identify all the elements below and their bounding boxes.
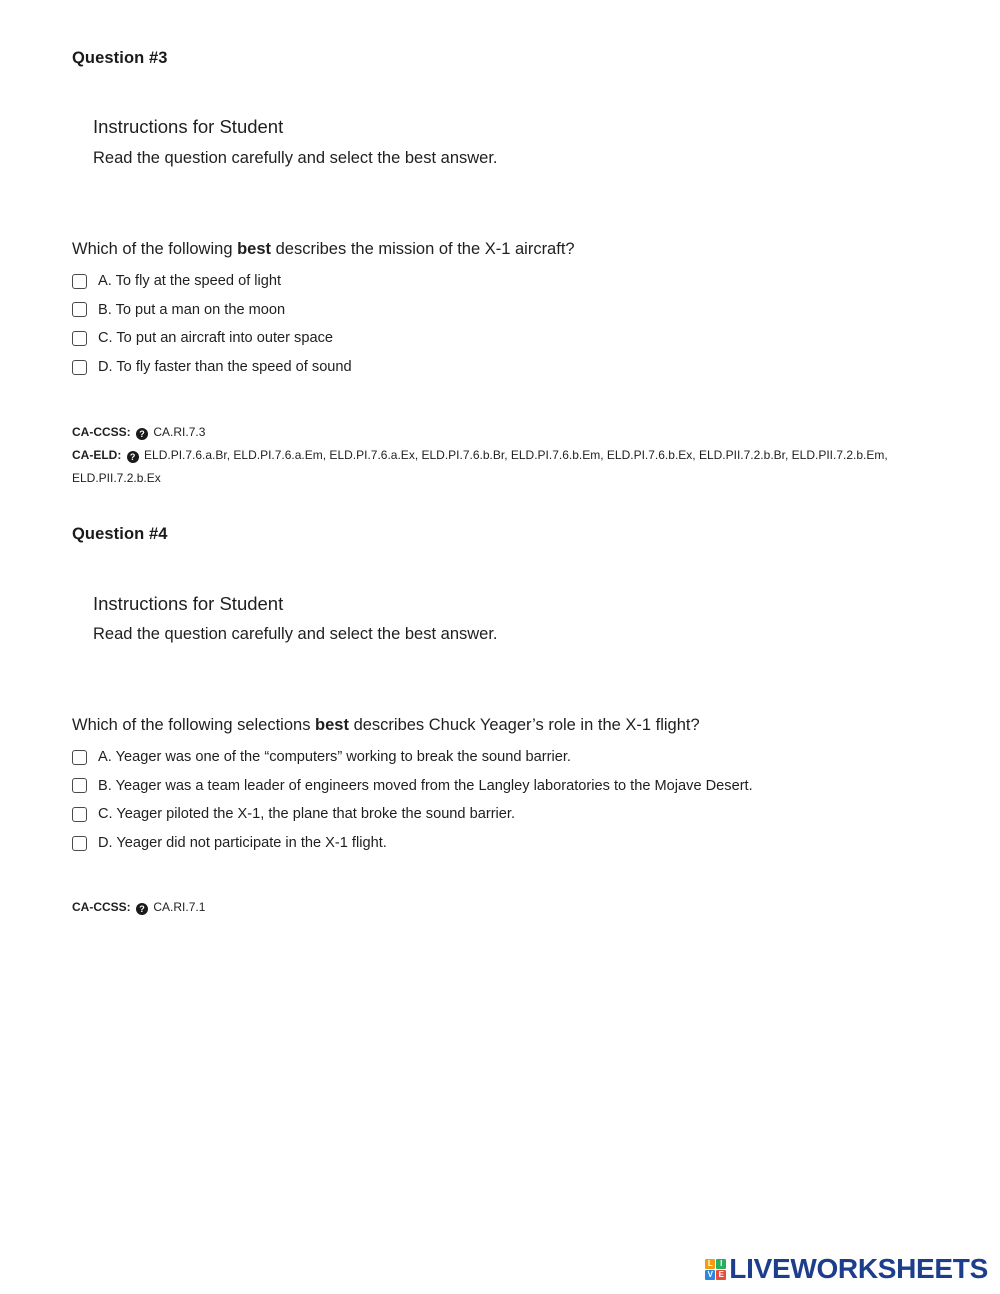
help-icon[interactable]: ? [136,428,148,440]
question-3-option-a[interactable] [72,267,352,296]
question-3-option-c[interactable] [72,324,352,353]
question-4-instructions-title: Instructions for Student [93,593,284,614]
checkbox[interactable] [72,360,87,375]
option-label: B. Yeager was a team leader of engineers moved from the Langley laboratories to the Mojave Desert. [98,777,753,794]
option-label: C. To put an aircraft into outer space [98,330,333,347]
question-4-prompt: Which of the following selections best describes Chuck Yeager’s role in the X-1 flight? [72,716,700,734]
logo-letter: V [705,1270,715,1280]
checkbox[interactable] [72,836,87,851]
question-4-standards [72,896,902,919]
ccss-label: CA-CCSS: [72,900,131,914]
question-4-options [72,743,753,857]
question-3-options [72,267,352,381]
help-icon[interactable]: ? [127,451,139,463]
checkbox[interactable] [72,807,87,822]
eld-standard [72,444,902,490]
eld-label: CA-ELD: [72,448,122,462]
question-4-option-c[interactable] [72,800,753,829]
checkbox[interactable] [72,750,87,765]
ccss-value: CA.RI.7.3 [153,425,206,439]
logo-letter: L [705,1259,715,1269]
question-3-instructions-title: Instructions for Student [93,116,284,137]
option-label: D. Yeager did not participate in the X-1 flight. [98,835,387,852]
question-3-option-d[interactable] [72,353,352,382]
question-4-option-b[interactable] [72,772,753,801]
eld-value: ELD.PI.7.6.a.Br, ELD.PI.7.6.a.Em, ELD.PI.7.6.a.Ex, ELD.PI.7.6.b.Br, ELD.PI.7.6.b.Em, ELD.PI.7.6.b.Ex, ELD.PII.7.2.b.Br, ELD.PII.7.2.b.Em, ELD.PII.7.2.b.Ex [72,448,888,485]
question-3-prompt: Which of the following best describes the mission of the X-1 aircraft? [72,240,575,258]
question-3-instructions-body: Read the question carefully and select the best answer. [93,149,498,167]
option-label: D. To fly faster than the speed of sound [98,359,352,376]
checkbox[interactable] [72,302,87,317]
ccss-label: CA-CCSS: [72,425,131,439]
question-3-heading: Question #3 [72,49,168,67]
logo-letter: E [716,1270,726,1280]
ccss-standard [72,896,902,919]
option-label: A. Yeager was one of the “computers” working to break the sound barrier. [98,749,571,766]
liveworksheets-brand [705,1254,988,1284]
ccss-value: CA.RI.7.1 [153,900,206,914]
option-label: C. Yeager piloted the X-1, the plane that broke the sound barrier. [98,806,516,823]
liveworksheets-logo-icon [705,1259,726,1280]
brand-name: LIVEWORKSHEETS [729,1253,988,1284]
checkbox[interactable] [72,274,87,289]
question-4-heading: Question #4 [72,525,168,543]
question-4-instructions-body: Read the question carefully and select the best answer. [93,625,498,643]
logo-letter: I [716,1259,726,1269]
question-4-option-a[interactable] [72,743,753,772]
option-label: B. To put a man on the moon [98,301,286,318]
question-3-option-b[interactable] [72,296,352,325]
checkbox[interactable] [72,331,87,346]
option-label: A. To fly at the speed of light [98,273,282,290]
help-icon[interactable]: ? [136,903,148,915]
ccss-standard [72,421,902,444]
checkbox[interactable] [72,778,87,793]
question-3-standards [72,421,902,490]
question-4-option-d[interactable] [72,829,753,858]
